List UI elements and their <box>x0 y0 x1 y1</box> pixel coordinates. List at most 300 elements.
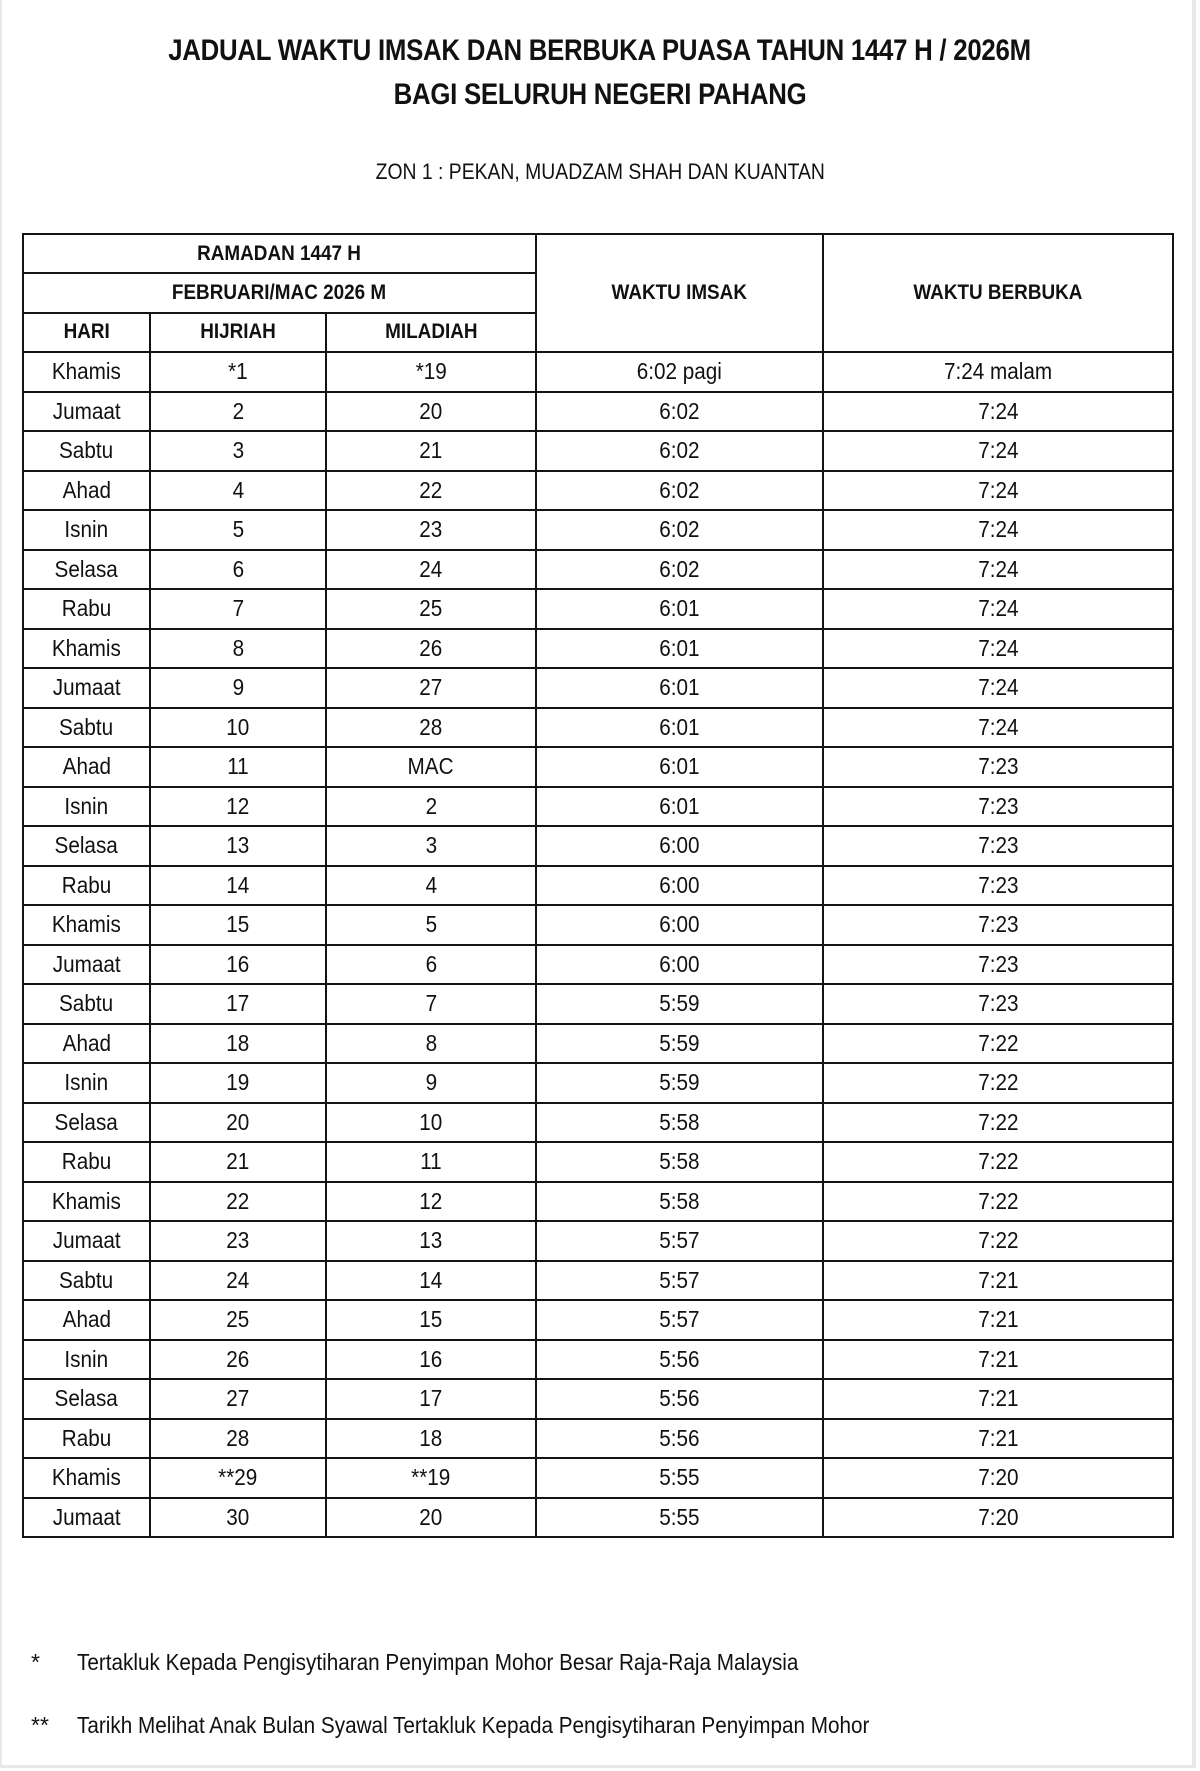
footnote-single-asterisk <box>31 1648 1131 1676</box>
cell-imsak <box>536 392 823 432</box>
cell-imsak <box>536 826 823 866</box>
cell-hari-text: Khamis <box>51 634 122 661</box>
header-hari <box>23 313 150 352</box>
cell-berbuka <box>823 1103 1173 1143</box>
table-row <box>23 392 1173 432</box>
cell-hari <box>23 826 150 866</box>
cell-hari-text: Sabtu <box>59 1266 114 1293</box>
cell-hari-text: Khamis <box>51 911 122 937</box>
cell-berbuka <box>823 471 1173 511</box>
cell-miladiah-text: 6 <box>425 950 437 977</box>
cell-imsak-text: 6:01 <box>659 753 700 779</box>
cell-imsak <box>536 1379 823 1419</box>
cell-imsak <box>536 1498 823 1538</box>
cell-hijriah-text: 18 <box>226 1029 250 1056</box>
cell-hijriah <box>150 1340 326 1380</box>
table-row <box>23 1103 1173 1143</box>
cell-berbuka <box>823 1063 1173 1103</box>
table-row <box>23 1379 1173 1419</box>
cell-miladiah-text: 17 <box>419 1385 443 1411</box>
cell-hijriah-text: 21 <box>226 1148 250 1174</box>
cell-imsak-text: 5:55 <box>659 1503 700 1530</box>
cell-hari-text: Jumaat <box>52 950 121 977</box>
cell-hijriah <box>150 1458 326 1498</box>
header-waktu-berbuka-text: WAKTU BERBUKA <box>913 281 1083 304</box>
cell-imsak <box>536 984 823 1024</box>
cell-imsak <box>536 1024 823 1064</box>
cell-imsak <box>536 1142 823 1182</box>
cell-hari-text: Jumaat <box>52 1227 121 1253</box>
cell-hari-text: Sabtu <box>59 713 114 740</box>
cell-imsak <box>536 352 823 392</box>
imsak-berbuka-table <box>22 233 1174 1538</box>
cell-imsak-text: 5:57 <box>659 1227 700 1253</box>
cell-hari-text: Rabu <box>61 871 112 898</box>
cell-miladiah-text: 25 <box>419 595 443 621</box>
cell-berbuka-text: 7:21 <box>977 1424 1019 1451</box>
cell-miladiah-text: 12 <box>419 1187 443 1214</box>
cell-imsak-text: 6:01 <box>659 595 700 621</box>
table-body <box>23 352 1173 1537</box>
cell-berbuka <box>823 826 1173 866</box>
cell-hijriah-text: 2 <box>232 397 244 424</box>
cell-miladiah-text: 2 <box>425 792 437 819</box>
cell-hari <box>23 866 150 906</box>
cell-hijriah <box>150 747 326 787</box>
cell-miladiah <box>326 1063 536 1103</box>
cell-hijriah <box>150 1379 326 1419</box>
footnote-marker: ** <box>31 1712 49 1738</box>
cell-miladiah-text: 9 <box>425 1069 437 1095</box>
cell-hijriah <box>150 1498 326 1538</box>
cell-berbuka-text: 7:24 <box>977 516 1019 542</box>
cell-imsak-text: 6:02 <box>659 397 700 424</box>
cell-hari-text: Selasa <box>54 832 119 858</box>
cell-hari <box>23 1379 150 1419</box>
cell-hari-text: Ahad <box>62 1306 111 1332</box>
cell-hijriah-text: **29 <box>218 1464 258 1490</box>
cell-berbuka <box>823 708 1173 748</box>
cell-imsak-text: 6:01 <box>659 713 700 740</box>
cell-hijriah <box>150 431 326 471</box>
cell-miladiah <box>326 1419 536 1459</box>
cell-hari <box>23 905 150 945</box>
cell-miladiah-text: 3 <box>425 832 437 858</box>
table-row <box>23 747 1173 787</box>
cell-miladiah-text: 22 <box>419 476 443 503</box>
table-row <box>23 1340 1173 1380</box>
cell-berbuka <box>823 431 1173 471</box>
cell-berbuka-text: 7:21 <box>977 1345 1019 1372</box>
cell-berbuka <box>823 352 1173 392</box>
cell-imsak <box>536 668 823 708</box>
cell-hari <box>23 668 150 708</box>
table-row <box>23 629 1173 669</box>
header-miladiah <box>326 313 536 352</box>
table-row <box>23 352 1173 392</box>
cell-berbuka <box>823 905 1173 945</box>
cell-hari <box>23 787 150 827</box>
cell-hijriah <box>150 510 326 550</box>
cell-imsak <box>536 1419 823 1459</box>
header-hari-text: HARI <box>63 320 110 344</box>
cell-miladiah-text: 15 <box>419 1306 443 1332</box>
cell-hari <box>23 747 150 787</box>
cell-miladiah <box>326 1024 536 1064</box>
cell-hari-text: Selasa <box>54 1108 119 1135</box>
cell-miladiah <box>326 629 536 669</box>
cell-imsak <box>536 550 823 590</box>
cell-imsak-text: 5:59 <box>659 1029 700 1056</box>
cell-berbuka <box>823 1458 1173 1498</box>
cell-hari-text: Khamis <box>51 358 122 384</box>
cell-hijriah-text: 19 <box>226 1069 250 1095</box>
cell-berbuka <box>823 1498 1173 1538</box>
cell-miladiah <box>326 905 536 945</box>
cell-berbuka-text: 7:24 malam <box>943 358 1053 384</box>
cell-miladiah <box>326 1142 536 1182</box>
cell-imsak-text: 5:59 <box>659 1069 700 1095</box>
cell-imsak-text: 5:56 <box>659 1345 700 1372</box>
cell-imsak <box>536 747 823 787</box>
table-row <box>23 1498 1173 1538</box>
cell-berbuka-text: 7:20 <box>977 1503 1019 1530</box>
cell-hijriah-text: 6 <box>232 555 244 582</box>
cell-hijriah <box>150 629 326 669</box>
cell-berbuka <box>823 589 1173 629</box>
cell-miladiah-text: 5 <box>425 911 437 937</box>
cell-berbuka-text: 7:22 <box>977 1227 1019 1253</box>
cell-imsak-text: 6:02 <box>659 516 700 542</box>
cell-miladiah <box>326 826 536 866</box>
cell-hari <box>23 431 150 471</box>
cell-hari-text: Rabu <box>61 595 112 621</box>
cell-hijriah <box>150 708 326 748</box>
cell-hari-text: Isnin <box>64 516 109 542</box>
cell-hari <box>23 1458 150 1498</box>
cell-hijriah-text: 15 <box>226 911 250 937</box>
cell-berbuka-text: 7:24 <box>977 397 1019 424</box>
cell-hijriah-text: 9 <box>232 674 244 700</box>
cell-imsak-text: 5:58 <box>659 1148 700 1174</box>
header-hijriah-text: HIJRIAH <box>200 320 276 344</box>
cell-imsak-text: 6:01 <box>659 674 700 700</box>
cell-hijriah-text: 16 <box>226 950 250 977</box>
cell-imsak <box>536 1221 823 1261</box>
cell-berbuka-text: 7:22 <box>977 1187 1019 1214</box>
table-row <box>23 866 1173 906</box>
cell-berbuka <box>823 1300 1173 1340</box>
title-text-1: JADUAL WAKTU IMSAK DAN BERBUKA PUASA TAHUN 1447 H / 2026M <box>168 34 1032 67</box>
table-row <box>23 1063 1173 1103</box>
header-hijriah <box>150 313 326 352</box>
table-row <box>23 1221 1173 1261</box>
cell-hijriah <box>150 589 326 629</box>
cell-berbuka-text: 7:21 <box>977 1385 1019 1411</box>
cell-berbuka-text: 7:24 <box>977 674 1019 700</box>
cell-berbuka-text: 7:24 <box>977 437 1019 463</box>
cell-imsak-text: 5:59 <box>659 990 700 1016</box>
cell-hijriah <box>150 905 326 945</box>
title-text-2: BAGI SELURUH NEGERI PAHANG <box>393 78 807 111</box>
cell-berbuka-text: 7:24 <box>977 713 1019 740</box>
cell-hijriah <box>150 1142 326 1182</box>
header-month <box>23 273 536 312</box>
cell-imsak <box>536 629 823 669</box>
cell-hijriah <box>150 352 326 392</box>
cell-imsak-text: 6:00 <box>659 950 700 977</box>
cell-berbuka <box>823 1182 1173 1222</box>
cell-hijriah-text: 10 <box>226 713 250 740</box>
cell-berbuka <box>823 510 1173 550</box>
cell-miladiah <box>326 866 536 906</box>
cell-berbuka <box>823 550 1173 590</box>
cell-hari <box>23 1498 150 1538</box>
cell-hari <box>23 589 150 629</box>
cell-hijriah <box>150 1063 326 1103</box>
cell-miladiah-text: 7 <box>425 990 437 1016</box>
footnote-text: Tarikh Melihat Anak Bulan Syawal Tertakluk Kepada Pengisytiharan Penyimpan Mohor <box>77 1712 870 1738</box>
cell-hari-text: Sabtu <box>59 990 114 1016</box>
cell-miladiah <box>326 1498 536 1538</box>
header-month-text: FEBRUARI/MAC 2026 M <box>172 280 387 304</box>
table-row <box>23 471 1173 511</box>
table-row <box>23 787 1173 827</box>
cell-imsak-text: 6:02 pagi <box>636 358 723 384</box>
cell-miladiah <box>326 945 536 985</box>
cell-imsak <box>536 471 823 511</box>
cell-hari-text: Ahad <box>62 1029 111 1056</box>
cell-miladiah-text: MAC <box>407 753 455 779</box>
header-waktu-imsak-text: WAKTU IMSAK <box>611 281 748 304</box>
cell-hijriah-text: 25 <box>226 1306 250 1332</box>
cell-miladiah <box>326 510 536 550</box>
cell-hijriah-text: 13 <box>226 832 250 858</box>
cell-imsak-text: 5:57 <box>659 1306 700 1332</box>
cell-hari <box>23 510 150 550</box>
cell-miladiah <box>326 1182 536 1222</box>
table-row <box>23 431 1173 471</box>
table-row <box>23 668 1173 708</box>
cell-hari <box>23 1221 150 1261</box>
cell-miladiah <box>326 787 536 827</box>
header-miladiah-text: MILADIAH <box>384 320 478 344</box>
cell-miladiah <box>326 1300 536 1340</box>
cell-imsak-text: 5:55 <box>659 1464 700 1490</box>
cell-hari-text: Selasa <box>54 555 119 582</box>
cell-berbuka-text: 7:24 <box>977 634 1019 661</box>
cell-miladiah-text: 13 <box>419 1227 443 1253</box>
cell-berbuka-text: 7:23 <box>977 950 1019 977</box>
cell-berbuka <box>823 629 1173 669</box>
footnote-text: Tertakluk Kepada Pengisytiharan Penyimpan Mohor Besar Raja-Raja Malaysia <box>77 1649 799 1675</box>
footnote-marker: * <box>31 1649 40 1675</box>
cell-hijriah-text: 27 <box>226 1385 250 1411</box>
cell-imsak <box>536 1103 823 1143</box>
cell-imsak-text: 5:56 <box>659 1385 700 1411</box>
cell-berbuka-text: 7:22 <box>977 1029 1019 1056</box>
cell-miladiah-text: 28 <box>419 713 443 740</box>
cell-miladiah-text: 20 <box>419 1503 443 1530</box>
cell-hari <box>23 471 150 511</box>
cell-hari-text: Rabu <box>61 1148 112 1174</box>
cell-imsak <box>536 708 823 748</box>
cell-imsak-text: 5:57 <box>659 1266 700 1293</box>
cell-hari-text: Selasa <box>54 1385 119 1411</box>
cell-berbuka <box>823 1221 1173 1261</box>
cell-imsak-text: 6:00 <box>659 911 700 937</box>
cell-miladiah <box>326 352 536 392</box>
cell-berbuka-text: 7:23 <box>977 753 1019 779</box>
cell-miladiah <box>326 550 536 590</box>
cell-hari-text: Sabtu <box>59 437 114 463</box>
cell-hari <box>23 629 150 669</box>
cell-hari <box>23 1261 150 1301</box>
table-row <box>23 708 1173 748</box>
cell-miladiah-text: 24 <box>419 555 443 582</box>
cell-hari <box>23 1419 150 1459</box>
cell-imsak-text: 6:01 <box>659 634 700 661</box>
table-row <box>23 1182 1173 1222</box>
cell-hari <box>23 1024 150 1064</box>
cell-hijriah <box>150 1182 326 1222</box>
cell-hari <box>23 550 150 590</box>
cell-berbuka <box>823 984 1173 1024</box>
cell-hijriah-text: 14 <box>226 871 250 898</box>
cell-hijriah <box>150 1261 326 1301</box>
cell-berbuka-text: 7:22 <box>977 1069 1019 1095</box>
cell-miladiah <box>326 747 536 787</box>
cell-hari-text: Ahad <box>62 753 111 779</box>
cell-miladiah-text: 8 <box>425 1029 437 1056</box>
cell-hijriah-text: 4 <box>232 476 244 503</box>
cell-hijriah <box>150 1300 326 1340</box>
cell-hari <box>23 392 150 432</box>
cell-imsak-text: 5:58 <box>659 1187 700 1214</box>
cell-imsak-text: 6:02 <box>659 555 700 582</box>
document-title-line-1 <box>2 34 1198 68</box>
cell-miladiah <box>326 589 536 629</box>
cell-imsak <box>536 787 823 827</box>
cell-imsak <box>536 1340 823 1380</box>
table-row <box>23 1024 1173 1064</box>
cell-berbuka-text: 7:22 <box>977 1108 1019 1135</box>
cell-imsak-text: 5:56 <box>659 1424 700 1451</box>
cell-berbuka <box>823 1024 1173 1064</box>
cell-imsak <box>536 431 823 471</box>
cell-hijriah-text: 8 <box>232 634 244 661</box>
cell-miladiah <box>326 1379 536 1419</box>
cell-hijriah-text: 12 <box>226 792 250 819</box>
cell-hari <box>23 1103 150 1143</box>
cell-miladiah-text: 4 <box>425 871 437 898</box>
cell-imsak-text: 5:58 <box>659 1108 700 1135</box>
cell-miladiah-text: 14 <box>419 1266 443 1293</box>
cell-hijriah-text: 28 <box>226 1424 250 1451</box>
cell-imsak <box>536 1261 823 1301</box>
cell-berbuka-text: 7:23 <box>977 871 1019 898</box>
cell-hijriah <box>150 787 326 827</box>
cell-imsak <box>536 1300 823 1340</box>
cell-hari-text: Khamis <box>51 1187 122 1214</box>
cell-miladiah-text: *19 <box>415 358 447 384</box>
cell-hari-text: Isnin <box>64 1069 109 1095</box>
cell-hijriah-text: 23 <box>226 1227 250 1253</box>
cell-hijriah <box>150 392 326 432</box>
cell-hari-text: Jumaat <box>52 397 121 424</box>
cell-hari <box>23 708 150 748</box>
table-row <box>23 1300 1173 1340</box>
cell-miladiah-text: 23 <box>419 516 443 542</box>
cell-berbuka-text: 7:20 <box>977 1464 1019 1490</box>
cell-hijriah <box>150 668 326 708</box>
cell-hijriah-text: 20 <box>226 1108 250 1135</box>
cell-berbuka-text: 7:21 <box>977 1306 1019 1332</box>
cell-hari-text: Khamis <box>51 1464 122 1490</box>
cell-berbuka <box>823 1142 1173 1182</box>
cell-hijriah <box>150 550 326 590</box>
cell-berbuka-text: 7:23 <box>977 792 1019 819</box>
cell-miladiah-text: 10 <box>419 1108 443 1135</box>
cell-miladiah-text: 27 <box>419 674 443 700</box>
table-row <box>23 984 1173 1024</box>
cell-hijriah <box>150 866 326 906</box>
header-waktu-berbuka <box>823 234 1173 352</box>
cell-hari <box>23 1182 150 1222</box>
cell-miladiah <box>326 984 536 1024</box>
cell-hijriah-text: 30 <box>226 1503 250 1530</box>
cell-hijriah <box>150 471 326 511</box>
cell-miladiah <box>326 1103 536 1143</box>
cell-miladiah <box>326 1458 536 1498</box>
cell-imsak-text: 6:00 <box>659 871 700 898</box>
cell-miladiah-text: 11 <box>420 1148 442 1174</box>
table-row <box>23 826 1173 866</box>
cell-berbuka-text: 7:24 <box>977 476 1019 503</box>
cell-hari-text: Ahad <box>62 476 111 503</box>
cell-hijriah-text: 17 <box>226 990 250 1016</box>
header-ramadan <box>23 234 536 273</box>
cell-miladiah-text: 26 <box>419 634 443 661</box>
cell-berbuka <box>823 1419 1173 1459</box>
cell-hijriah <box>150 1103 326 1143</box>
cell-hari <box>23 945 150 985</box>
cell-miladiah-text: 20 <box>419 397 443 424</box>
footnote-double-asterisk <box>31 1711 1131 1739</box>
cell-hijriah-text: 26 <box>226 1345 250 1372</box>
cell-berbuka <box>823 1340 1173 1380</box>
cell-hijriah-text: 3 <box>232 437 244 463</box>
table-row <box>23 589 1173 629</box>
cell-berbuka-text: 7:21 <box>977 1266 1019 1293</box>
cell-berbuka-text: 7:24 <box>977 595 1019 621</box>
cell-miladiah <box>326 471 536 511</box>
cell-berbuka-text: 7:23 <box>977 832 1019 858</box>
cell-berbuka <box>823 866 1173 906</box>
header-ramadan-text: RAMADAN 1447 H <box>197 241 362 265</box>
table-row <box>23 1419 1173 1459</box>
table-row <box>23 510 1173 550</box>
cell-imsak <box>536 866 823 906</box>
cell-miladiah <box>326 708 536 748</box>
cell-miladiah <box>326 668 536 708</box>
cell-imsak <box>536 945 823 985</box>
cell-hari <box>23 1142 150 1182</box>
cell-hari-text: Jumaat <box>52 1503 121 1530</box>
cell-hari-text: Rabu <box>61 1424 112 1451</box>
cell-imsak <box>536 589 823 629</box>
cell-hijriah <box>150 1419 326 1459</box>
